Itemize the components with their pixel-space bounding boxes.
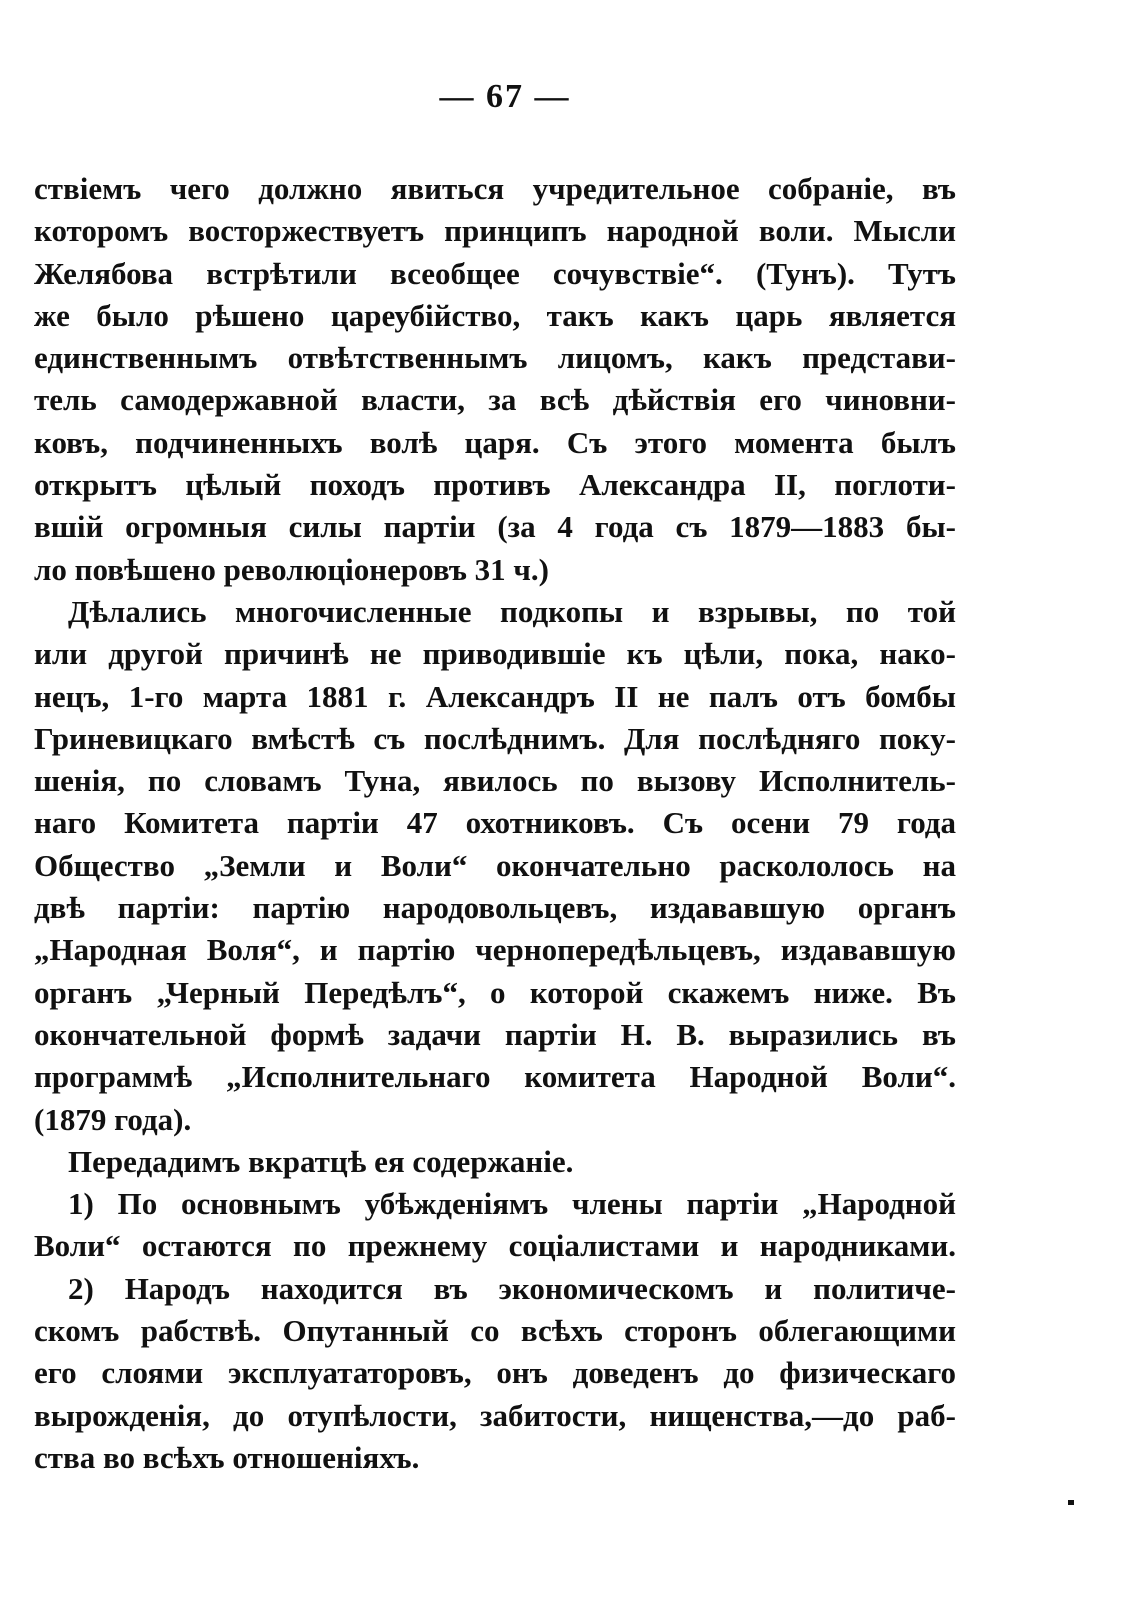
text-line: его слоями эксплуататоровъ, онъ доведенъ до физическаго — [34, 1355, 956, 1391]
text-line: нецъ, 1-го марта 1881 г. Александръ II не палъ отъ бомбы — [34, 678, 956, 714]
text-line: вырожденія, до отупѣлости, забитости, нищенства,—до раб- — [34, 1397, 956, 1433]
text-line: наго Комитета партіи 47 охотниковъ. Съ осени 79 года — [34, 805, 956, 841]
text-line: Желябова встрѣтили всеобщее сочувствіе“. (Тунъ). Тутъ — [34, 255, 956, 291]
body-text — [34, 168, 956, 1479]
text-line: Дѣлались многочисленные подкопы и взрывы, по той — [68, 593, 956, 629]
text-line: органъ „Черный Передѣлъ“, о которой скажемъ ниже. Въ — [34, 974, 956, 1010]
text-line: 1) По основнымъ убѣжденіямъ члены партіи „Народной — [68, 1186, 956, 1222]
text-line: ства во всѣхъ отношеніяхъ. — [34, 1439, 420, 1475]
scan-speck — [1068, 1500, 1074, 1505]
text-line: 2) Народъ находится въ экономическомъ и политиче- — [68, 1270, 956, 1306]
text-line: „Народная Воля“, и партію чернопередѣльцевъ, издававшую — [34, 932, 956, 968]
text-line: единственнымъ отвѣтственнымъ лицомъ, какъ представи- — [34, 340, 956, 376]
text-line: Гриневицкаго вмѣстѣ съ послѣднимъ. Для послѣдняго покy- — [34, 720, 956, 756]
text-line: двѣ партіи: партію народовольцевъ, издававшую органъ — [34, 890, 956, 926]
text-line: вшій огромныя силы партіи (за 4 года съ 1879—1883 бы- — [34, 509, 956, 545]
text-line: или другой причинѣ не приводившіе къ цѣли, пока, нако- — [34, 636, 956, 672]
text-line: ковъ, подчиненныхъ волѣ царя. Съ этого момента былъ — [34, 424, 956, 460]
text-line: шенія, по словамъ Туна, явилось по вызову Исполнитель- — [34, 763, 956, 799]
text-line: Передадимъ вкратцѣ ея содержаніе. — [68, 1143, 574, 1179]
text-line: программѣ „Исполнительнаго комитета Народной Воли“. — [34, 1059, 956, 1095]
page-number: — 67 — — [439, 78, 571, 115]
text-line: (1879 года). — [34, 1101, 192, 1137]
text-line: ствіемъ чего должно явиться учредительное собраніе, въ — [34, 171, 956, 206]
text-line: которомъ восторжествуетъ принципъ народной воли. Мысли — [34, 213, 956, 249]
text-line: тель самодержавной власти, за всѣ дѣйствія его чиновни- — [34, 382, 956, 418]
text-line: открытъ цѣлый походъ противъ Александра II, поглоти- — [34, 467, 956, 503]
text-line: скомъ рабствѣ. Опутанный со всѣхъ сторонъ облегающими — [34, 1313, 956, 1349]
text-line: окончательной формѣ задачи партіи Н. В. выразились въ — [34, 1016, 956, 1052]
text-line: Общество „Земли и Воли“ окончательно раскололось на — [34, 847, 956, 883]
text-line: ло повѣшено революціонеровъ 31 ч.) — [34, 551, 549, 587]
text-line: Воли“ остаются по прежнему соціалистами и народниками. — [34, 1228, 956, 1264]
text-line: же было рѣшено цареубійство, такъ какъ царь является — [34, 297, 956, 333]
